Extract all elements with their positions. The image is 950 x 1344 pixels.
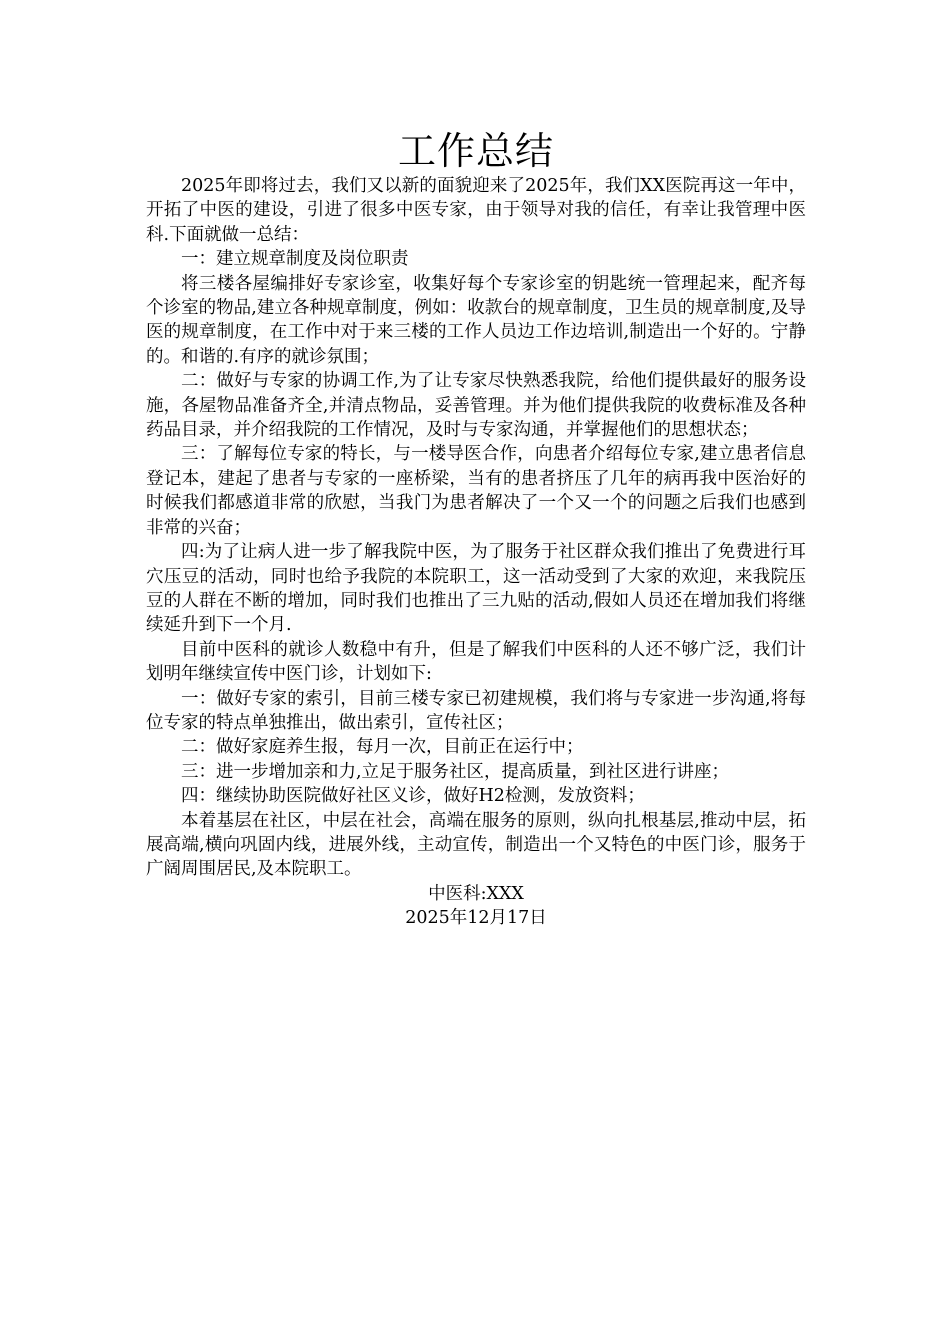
paragraph-rules: 将三楼各屋编排好专家诊室，收集好每个专家诊室的钥匙统一管理起来，配齐每个诊室的物品,建立各种规章制度，例如：收款台的规章制度，卫生员的规章制度,及导医的规章制度，在工作中对于来三楼的工作人员边工作边培训,制造出一个好的。宁静的。和谐的.有序的就诊氛围； — [146, 273, 806, 367]
plan-item-3: 三：进一步增加亲和力,立足于服务社区，提高质量，到社区进行讲座； — [181, 761, 730, 782]
plan-item-4: 四：继续协助医院做好社区义诊，做好H2检测，发放资料； — [181, 786, 645, 807]
paragraph-activities: 四:为了让病人进一步了解我院中医，为了服务于社区群众我们推出了免费进行耳穴压豆的活动，同时也给予我院的本院职工，这一活动受到了大家的欢迎，来我院压豆的人群在不断的增加，同时我们也推出了三九贴的活动,假如人员还在增加我们将继续延升到下一个月. — [146, 542, 806, 636]
signature: 中医科:XXX — [428, 883, 524, 904]
document-title: 工作总结 — [397, 129, 554, 173]
intro-paragraph: 2025年即将过去，我们又以新的面貌迎来了2025年，我们XX医院再这一年中，开拓了中医的建设，引进了很多中医专家，由于领导对我的信任，有幸让我管理中医科.下面就做一总结： — [146, 176, 806, 245]
section-heading-rules: 一：建立规章制度及岗位职责 — [181, 249, 409, 270]
document-date: 2025年12月17日 — [405, 908, 547, 929]
paragraph-coordination: 二：做好与专家的协调工作,为了让专家尽快熟悉我院，给他们提供最好的服务设施，各屋物品准备齐全,并清点物品，妥善管理。并为他们提供我院的收费标准及各种药品目录，并介绍我院的工作情况，及时与专家沟通，并掌握他们的思想状态； — [146, 371, 806, 441]
paragraph-specialists: 三：了解每位专家的特长，与一楼导医合作，向患者介绍每位专家,建立患者信息登记本，建起了患者与专家的一座桥梁，当有的患者挤压了几年的病再我中医治好的时候我们都感道非常的欣慰，当我门为患者解决了一个又一个的问题之后我们也感到非常的兴奋； — [146, 444, 806, 538]
document-body — [146, 174, 806, 882]
paragraph-conclusion: 本着基层在社区，中层在社会，高端在服务的原则，纵向扎根基层,推动中层，拓展高端,横向巩固内线，进展外线，主动宣传，制造出一个又特色的中医门诊，服务于广阔周围居民,及本院职工。 — [146, 810, 806, 880]
plan-item-1: 一：做好专家的索引，目前三楼专家已初建规模，我们将与专家进一步沟通,将每位专家的特点单独推出，做出索引，宣传社区； — [146, 688, 806, 733]
document-page — [146, 128, 806, 931]
paragraph-plan-intro: 目前中医科的就诊人数稳中有升，但是了解我们中医科的人还不够广泛，我们计划明年继续宣传中医门诊，计划如下: — [146, 639, 806, 685]
plan-item-2: 二：做好家庭养生报，每月一次，目前正在运行中； — [181, 737, 584, 758]
